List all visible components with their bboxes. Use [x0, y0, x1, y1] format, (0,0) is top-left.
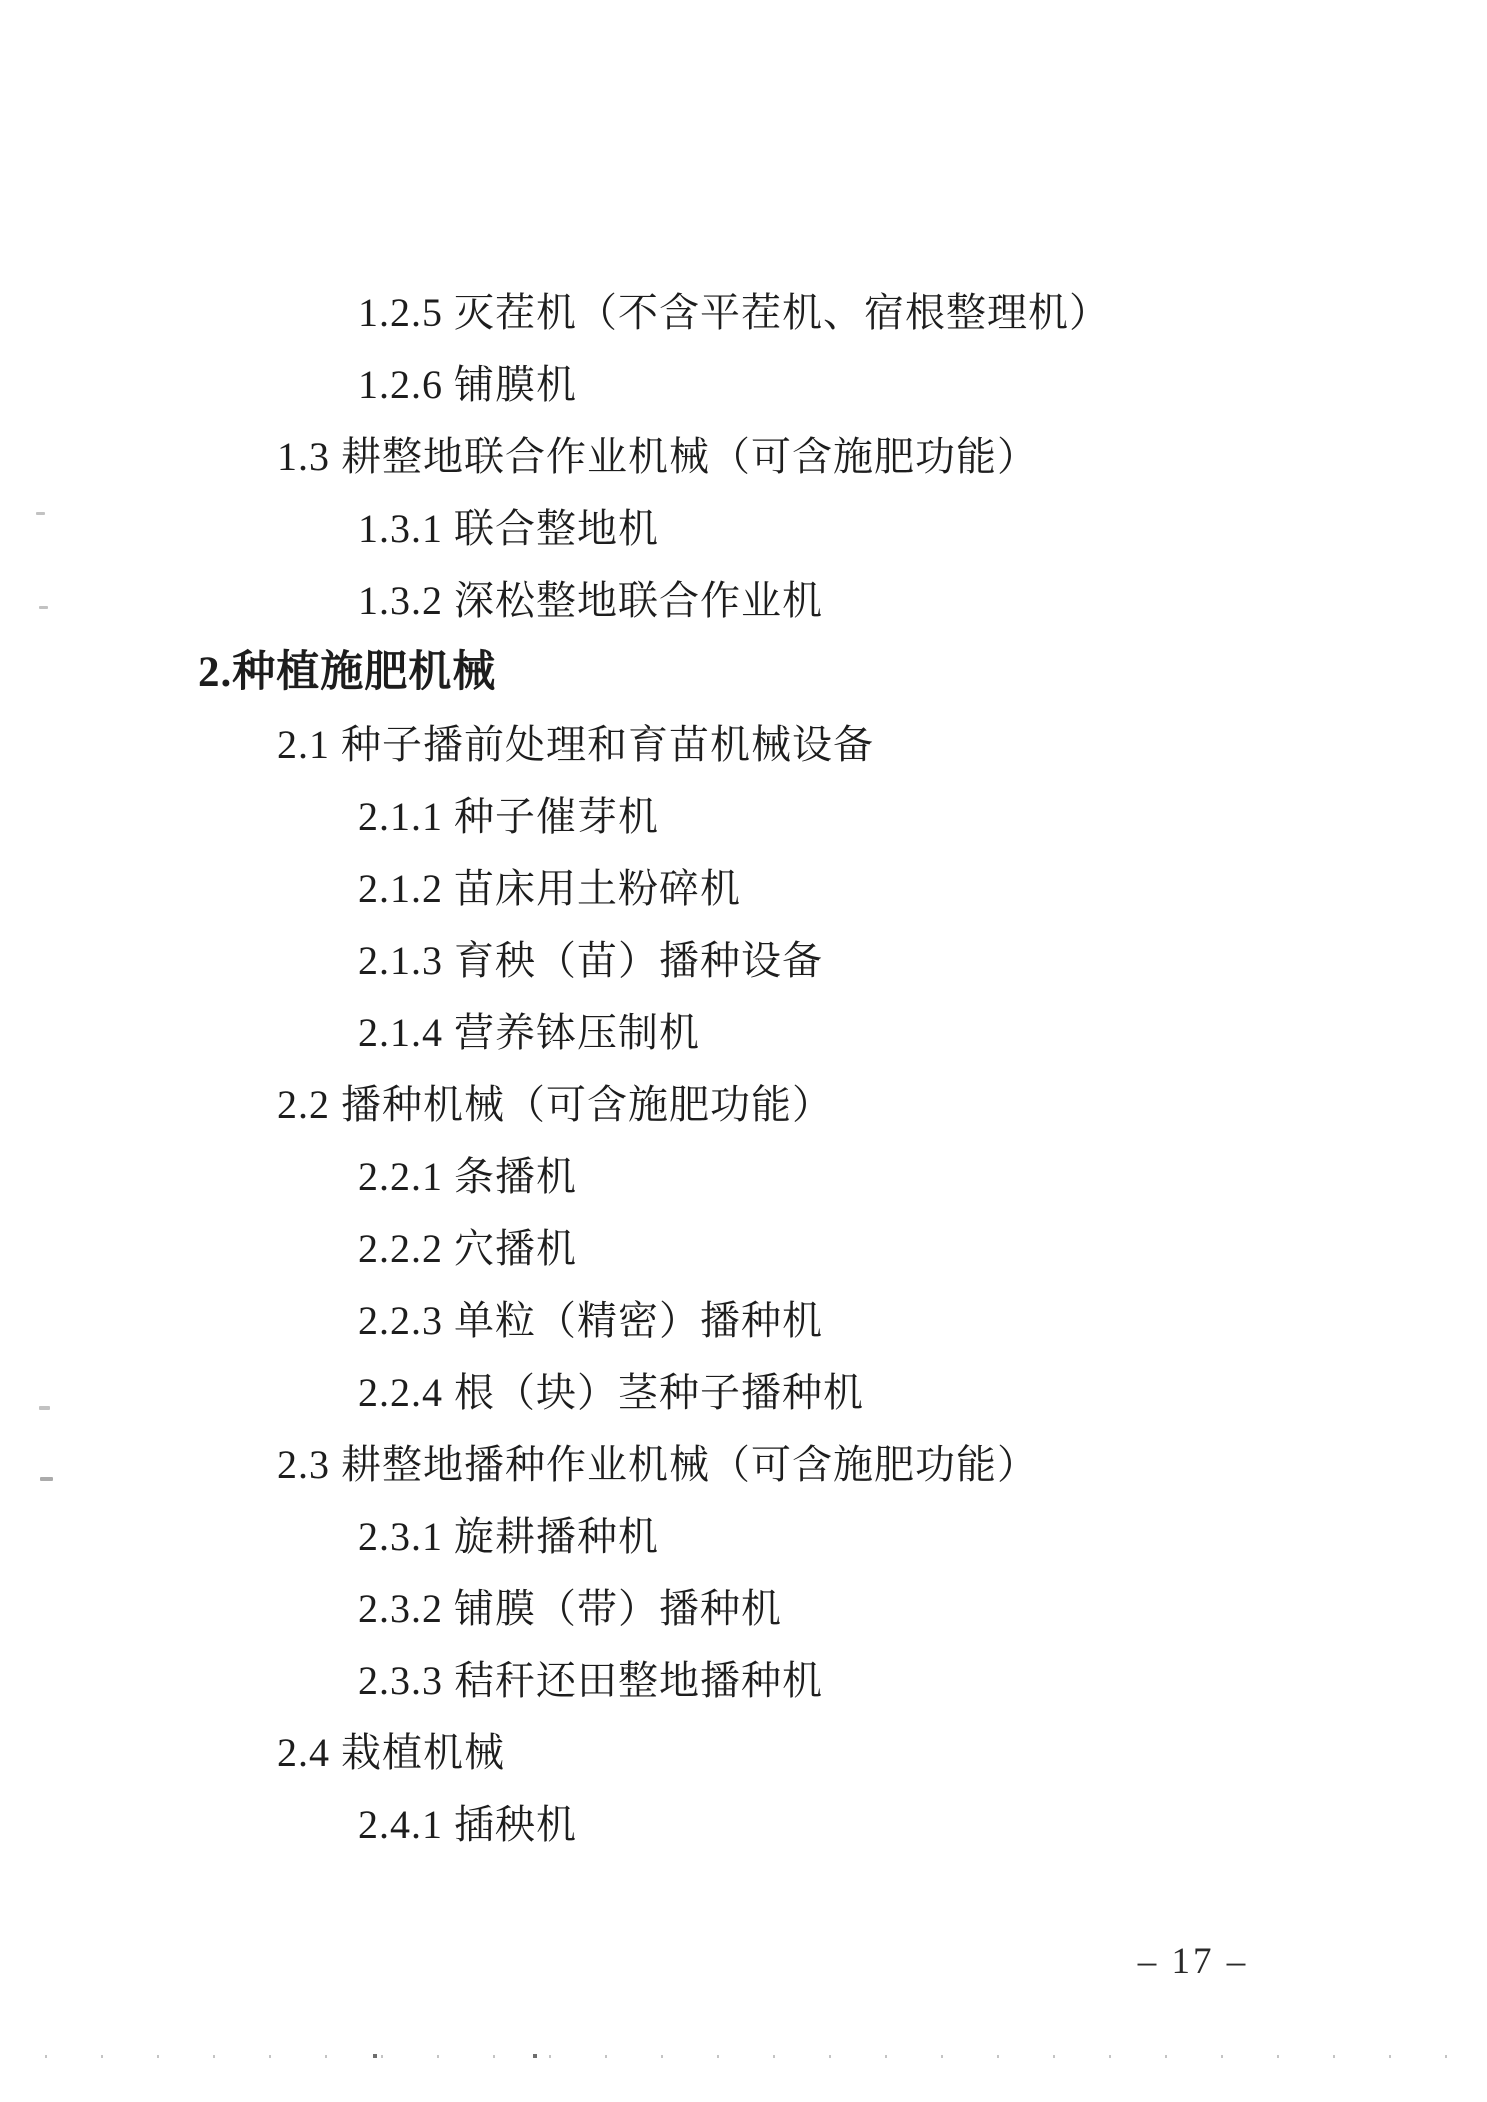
outline-item: 2.1.1 种子催芽机	[358, 794, 659, 839]
scan-dot	[533, 2054, 537, 2058]
outline-item: 2.3.2 铺膜（带）播种机	[358, 1586, 782, 1631]
outline-item: 2.3 耕整地播种作业机械（可含施肥功能）	[277, 1442, 1038, 1487]
outline-item: 1.3.1 联合整地机	[358, 506, 659, 551]
page-number: – 17 –	[1137, 1941, 1249, 1982]
outline-item: 2.4 栽植机械	[277, 1730, 505, 1775]
outline-item: 2.1.4 营养钵压制机	[358, 1010, 700, 1055]
scan-speck	[36, 512, 45, 515]
outline-item: 2.2.2 穴播机	[358, 1226, 577, 1271]
outline-item: 2.1.2 苗床用土粉碎机	[358, 866, 741, 911]
outline-item: 2.1.3 育秧（苗）播种设备	[358, 938, 823, 983]
outline-item: 2.1 种子播前处理和育苗机械设备	[277, 722, 874, 767]
scan-speck	[39, 1406, 50, 1410]
outline-item: 1.3.2 深松整地联合作业机	[358, 578, 823, 623]
outline-item: 2.2 播种机械（可含施肥功能）	[277, 1082, 833, 1127]
outline-item: 2.4.1 插秧机	[358, 1802, 577, 1847]
scan-dot-row	[45, 2055, 1462, 2058]
scan-speck	[39, 606, 48, 609]
outline-item: 2.2.4 根（块）茎种子播种机	[358, 1370, 864, 1415]
outline-item: 1.2.6 铺膜机	[358, 362, 577, 407]
outline-list	[0, 277, 1487, 1861]
outline-item: 2.2.3 单粒（精密）播种机	[358, 1298, 823, 1343]
scan-speck	[40, 1477, 53, 1481]
outline-item: 1.2.5 灭茬机（不含平茬机、宿根整理机）	[358, 290, 1110, 335]
outline-item: 2.3.3 秸秆还田整地播种机	[358, 1658, 823, 1703]
outline-item: 2.种植施肥机械	[198, 649, 497, 696]
outline-item: 2.3.1 旋耕播种机	[358, 1514, 659, 1559]
outline-item: 2.2.1 条播机	[358, 1154, 577, 1199]
scan-dot	[373, 2054, 377, 2058]
outline-item: 1.3 耕整地联合作业机械（可含施肥功能）	[277, 434, 1038, 479]
